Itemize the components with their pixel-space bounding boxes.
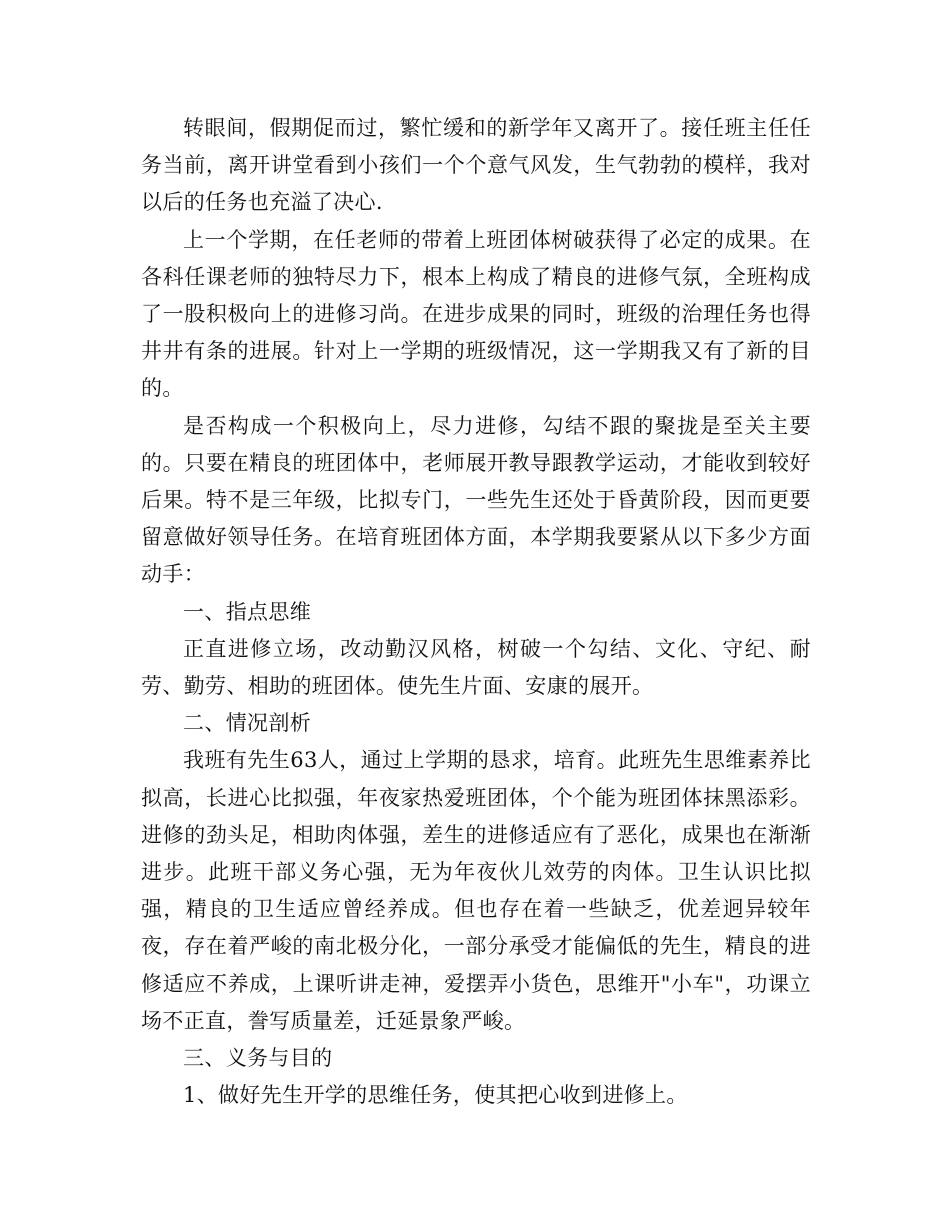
document-body (141, 110, 811, 1114)
section-heading-guiding-thought: 一、指点思维 (183, 599, 312, 624)
paragraph-class-collective: 是否构成一个积极向上，尽力进修，勾结不跟的聚拢是至关主要的。只要在精良的班团体中，老师展开教导跟教学运动，才能收到较好后果。特不是三年级，比拟专门，一些先生还处于昏黄阶段，因而更要留意做好领导任务。在培育班团体方面，本学期我要紧从以下多少方面动手： (141, 413, 811, 587)
section-heading-tasks-goals: 三、义务与目的 (183, 1046, 333, 1071)
paragraph-last-semester: 上一个学期，在任老师的带着上班团体树破获得了必定的成果。在各科任课老师的独特尽力下，根本上构成了精良的进修气氛，全班构成了一股积极向上的进修习尚。在进步成果的同时，班级的治理任务也得井井有条的进展。针对上一学期的班级情况，这一学期我又有了新的目的。 (141, 227, 811, 401)
paragraph-guiding-thought: 正直进修立场，改动勤汉风格，树破一个勾结、文化、守纪、耐劳、勤劳、相助的班团体。使先生片面、安康的展开。 (141, 636, 811, 699)
paragraph-intro: 转眼间，假期促而过，繁忙缓和的新学年又离开了。接任班主任任务当前，离开讲堂看到小孩们一个个意气风发，生气勃勃的模样，我对以后的任务也充溢了决心. (141, 116, 811, 215)
list-item-task-1: 1、做好先生开学的思维任务，使其把心收到进修上。 (183, 1083, 688, 1108)
section-heading-situation-analysis: 二、情况剖析 (183, 711, 312, 736)
paragraph-situation-analysis: 我班有先生63人，通过上学期的恳求，培育。此班先生思维素养比拟高，长进心比拟强，年夜家热爱班团体，个个能为班团体抹黑添彩。进修的劲头足，相助肉体强，差生的进修适应有了恶化，成果也在渐渐进步。此班干部义务心强，无为年夜伙儿效劳的肉体。卫生认识比拟强，精良的卫生适应曾经养成。但也存在着一些缺乏，优差迥异较年夜，存在着严峻的南北极分化，一部分承受才能偏低的先生，精良的进修适应不养成，上课听讲走神，爱摆弄小货色，思维开"小车"，功课立场不正直，誊写质量差，迁延景象严峻。 (141, 748, 811, 1033)
